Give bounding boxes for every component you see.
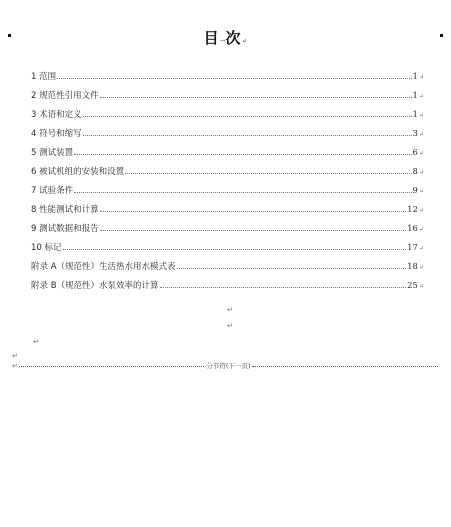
table-of-contents: [31, 70, 424, 298]
toc-entry-label: 8 性能测试和计算: [31, 205, 99, 215]
toc-entry[interactable]: [31, 146, 424, 165]
toc-page-number: 18: [407, 262, 418, 272]
toc-dot-leader: [63, 248, 407, 250]
paragraph-mark: ↵: [418, 226, 424, 233]
paragraph-mark: ↵: [418, 264, 424, 271]
toc-entry-label: 7 试验条件: [31, 186, 74, 196]
toc-entry-page: [413, 91, 424, 101]
toc-entry[interactable]: [31, 165, 424, 184]
toc-page-number: 16: [407, 224, 418, 234]
toc-entry-label: 10 标记: [31, 243, 62, 253]
toc-entry-label: 3 术语和定义: [31, 110, 82, 120]
toc-dot-leader: [74, 191, 411, 193]
toc-page-number: 1: [412, 110, 418, 120]
toc-entry-page: [413, 72, 424, 82]
toc-page-number: 8: [412, 167, 418, 177]
toc-entry[interactable]: [31, 241, 424, 260]
toc-entry[interactable]: [31, 260, 424, 279]
paragraph-mark: ↵: [227, 306, 233, 314]
toc-entry[interactable]: [31, 70, 424, 89]
toc-dot-leader: [74, 153, 411, 155]
toc-entry-label: 1 范围: [31, 72, 57, 82]
toc-entry[interactable]: [31, 127, 424, 146]
toc-entry-page: [407, 262, 424, 272]
paragraph-mark: ↵: [418, 74, 424, 81]
section-break: [12, 361, 438, 370]
paragraph-mark: ↵: [418, 188, 424, 195]
toc-dot-leader: [83, 134, 412, 136]
toc-entry-page: [407, 281, 424, 291]
toc-page-number: 17: [407, 243, 418, 253]
toc-entry-label: 9 测试数据和报告: [31, 224, 99, 234]
toc-dot-leader: [177, 267, 407, 269]
toc-entry[interactable]: [31, 203, 424, 222]
paragraph-mark: ↵: [227, 322, 233, 330]
toc-entry-label: 4 符号和缩写: [31, 129, 82, 139]
toc-entry-page: [413, 186, 424, 196]
toc-entry[interactable]: [31, 222, 424, 241]
toc-entry-label: 6 被试机组的安装和设置: [31, 167, 125, 177]
toc-entry[interactable]: [31, 184, 424, 203]
paragraph-mark: ↵: [418, 245, 424, 252]
title-char-1: 目: [203, 29, 220, 47]
toc-page-number: 6: [412, 148, 418, 158]
tab-mark: →: [219, 37, 226, 45]
toc-dot-leader: [125, 172, 411, 174]
toc-entry[interactable]: [31, 108, 424, 127]
title-char-2: 次: [225, 29, 242, 47]
toc-page-number: 3: [412, 129, 418, 139]
toc-entry-page: [413, 148, 424, 158]
section-break-label: 分节符(下一页): [206, 362, 251, 370]
section-break-line-left: [19, 365, 205, 367]
toc-entry-page: [413, 167, 424, 177]
paragraph-mark: ↵: [418, 112, 424, 119]
toc-entry-label: 附录 B（规范性）水泵效率的计算: [31, 281, 159, 291]
toc-page-number: 1: [412, 72, 418, 82]
paragraph-mark: ↵: [33, 338, 39, 346]
toc-entry-page: [413, 129, 424, 139]
paragraph-mark: ↵: [418, 283, 424, 290]
toc-entry-label: 附录 A（规范性）生活热水用水模式表: [31, 262, 176, 272]
toc-dot-leader: [160, 286, 407, 288]
toc-entry[interactable]: [31, 279, 424, 298]
toc-page-number: 25: [407, 281, 418, 291]
paragraph-mark: ↵: [418, 207, 424, 214]
toc-page-number: 1: [412, 91, 418, 101]
paragraph-mark: ↵: [418, 150, 424, 157]
toc-entry-page: [407, 243, 424, 253]
paragraph-mark: ↵: [418, 169, 424, 176]
section-break-line-right: [252, 365, 438, 367]
toc-dot-leader: [100, 96, 412, 98]
toc-entry-page: [413, 110, 424, 120]
toc-entry-page: [407, 224, 424, 234]
paragraph-mark: ↵: [418, 131, 424, 138]
toc-dot-leader: [57, 77, 411, 79]
paragraph-mark: ↵: [12, 352, 18, 360]
paragraph-mark: ↵: [12, 361, 18, 370]
toc-page-number: 12: [407, 205, 418, 215]
toc-dot-leader: [100, 210, 407, 212]
toc-entry[interactable]: [31, 89, 424, 108]
toc-dot-leader: [100, 229, 407, 231]
toc-entry-label: 5 测试装置: [31, 148, 74, 158]
toc-page-number: 9: [412, 186, 418, 196]
toc-dot-leader: [83, 115, 412, 117]
paragraph-mark: ↵: [418, 93, 424, 100]
paragraph-mark: ↵: [241, 37, 248, 45]
toc-entry-page: [407, 205, 424, 215]
page-title: [0, 27, 451, 48]
toc-entry-label: 2 规范性引用文件: [31, 91, 99, 101]
